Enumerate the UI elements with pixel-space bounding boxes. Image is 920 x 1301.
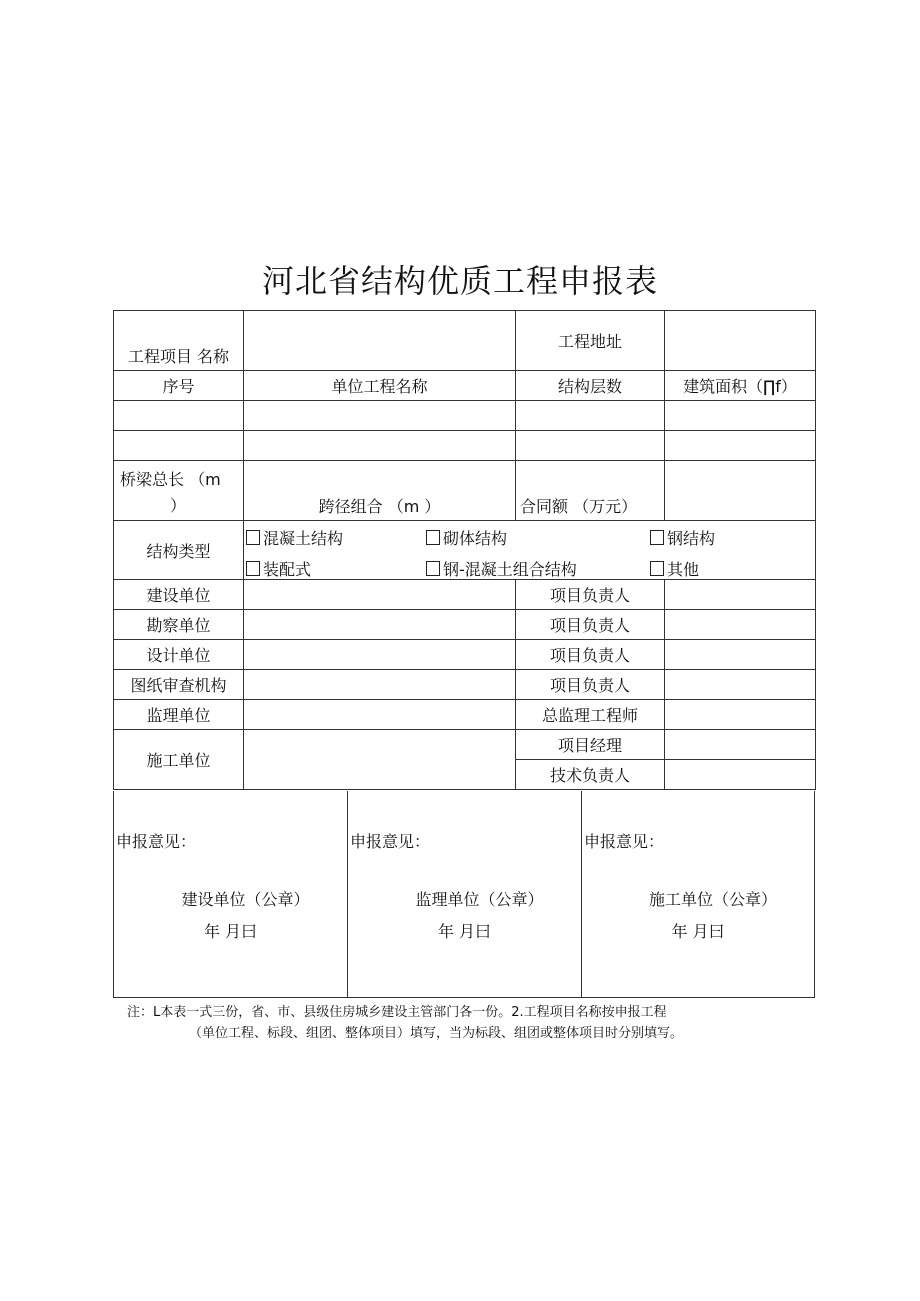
review-unit-label: 图纸审查机构 (114, 670, 244, 700)
date-label: 年 月曰 (437, 922, 492, 941)
seal-label: 施工单位（公章） (648, 890, 777, 909)
opinion-construct-unit[interactable] (582, 791, 814, 997)
checkbox-icon[interactable] (650, 530, 664, 545)
footnote-line1: 注：L本表一式三份，省、市、县级住房城乡建设主管部门各一份。2.工程项目名称按申报工程 (127, 1005, 667, 1020)
option-masonry[interactable]: 砌体结构 (426, 526, 507, 549)
project-manager-label: 项目经理 (516, 730, 665, 760)
option-concrete[interactable]: 混凝土结构 (246, 526, 343, 549)
checkbox-icon[interactable] (246, 530, 260, 545)
floors-cell[interactable] (516, 401, 665, 431)
option-composite[interactable]: 钢-混凝土组合结构 (426, 557, 577, 580)
review-unit-field[interactable] (244, 670, 516, 700)
date-label: 年 月曰 (671, 922, 725, 941)
unit-name-header: 单位工程名称 (244, 371, 516, 401)
checkbox-icon[interactable] (426, 530, 440, 545)
construct-unit-field[interactable] (244, 730, 516, 790)
span-label: 跨径组合 （m ） (244, 461, 516, 521)
address-label: 工程地址 (516, 311, 665, 371)
bridge-length-label-line1: 桥梁总长 （m (120, 469, 221, 489)
chief-supervisor-label: 总监理工程师 (516, 700, 665, 730)
pm-label: 项目负责人 (516, 580, 665, 610)
pm-field[interactable] (665, 580, 816, 610)
seal-label: 监理单位（公章） (415, 890, 544, 909)
struct-type-options (244, 521, 816, 580)
option-prefab[interactable]: 装配式 (246, 557, 311, 580)
pm-field[interactable] (665, 670, 816, 700)
survey-unit-field[interactable] (244, 610, 516, 640)
seq-cell[interactable] (114, 401, 244, 431)
bridge-length-label-line2: ） (170, 495, 187, 515)
struct-type-label: 结构类型 (114, 521, 244, 580)
contract-label: 合同额 （万元） (516, 461, 665, 521)
seal-label: 建设单位（公章） (181, 890, 310, 909)
pm-label: 项目负责人 (516, 610, 665, 640)
floors-header: 结构层数 (516, 371, 665, 401)
design-unit-field[interactable] (244, 640, 516, 670)
tech-lead-field[interactable] (665, 760, 816, 790)
footnote-line2: （单位工程、标段、组团、整体项目）填写，当为标段、组团或整体项目时分别填写。 (189, 1026, 684, 1041)
design-unit-label: 设计单位 (114, 640, 244, 670)
opinion-build-unit[interactable] (114, 791, 348, 997)
supervise-unit-label: 监理单位 (114, 700, 244, 730)
opinion-label: 申报意见： (116, 832, 197, 851)
footnote (127, 1002, 683, 1044)
checkbox-icon[interactable] (426, 561, 440, 576)
project-name-field[interactable] (244, 311, 516, 371)
build-unit-label: 建设单位 (114, 580, 244, 610)
bridge-length-label (114, 461, 244, 521)
area-cell[interactable] (665, 401, 816, 431)
pm-field[interactable] (665, 610, 816, 640)
seq-cell[interactable] (114, 431, 244, 461)
opinion-label: 申报意见： (350, 832, 431, 851)
pm-label: 项目负责人 (516, 670, 665, 700)
chief-supervisor-field[interactable] (665, 700, 816, 730)
opinion-label: 申报意见： (584, 832, 665, 851)
project-name-label: 工程项目 名称 (114, 311, 244, 371)
pm-label: 项目负责人 (516, 640, 665, 670)
unit-name-cell[interactable] (244, 431, 516, 461)
construct-unit-label: 施工单位 (114, 730, 244, 790)
opinions-section (113, 791, 815, 998)
checkbox-icon[interactable] (246, 561, 260, 576)
supervise-unit-field[interactable] (244, 700, 516, 730)
pm-field[interactable] (665, 640, 816, 670)
checkbox-icon[interactable] (650, 561, 664, 576)
area-cell[interactable] (665, 431, 816, 461)
opinion-supervise-unit[interactable] (348, 791, 582, 997)
option-other[interactable]: 其他 (650, 557, 699, 580)
page-title: 河北省结构优质工程申报表 (261, 262, 658, 300)
application-form-table (113, 310, 816, 790)
area-header: 建筑面积（∏f） (665, 371, 816, 401)
project-manager-field[interactable] (665, 730, 816, 760)
date-label: 年 月曰 (203, 922, 258, 941)
floors-cell[interactable] (516, 431, 665, 461)
contract-field[interactable] (665, 461, 816, 521)
unit-name-cell[interactable] (244, 401, 516, 431)
survey-unit-label: 勘察单位 (114, 610, 244, 640)
address-field[interactable] (665, 311, 816, 371)
seq-header: 序号 (114, 371, 244, 401)
tech-lead-label: 技术负责人 (516, 760, 665, 790)
build-unit-field[interactable] (244, 580, 516, 610)
option-steel[interactable]: 钢结构 (650, 526, 715, 549)
